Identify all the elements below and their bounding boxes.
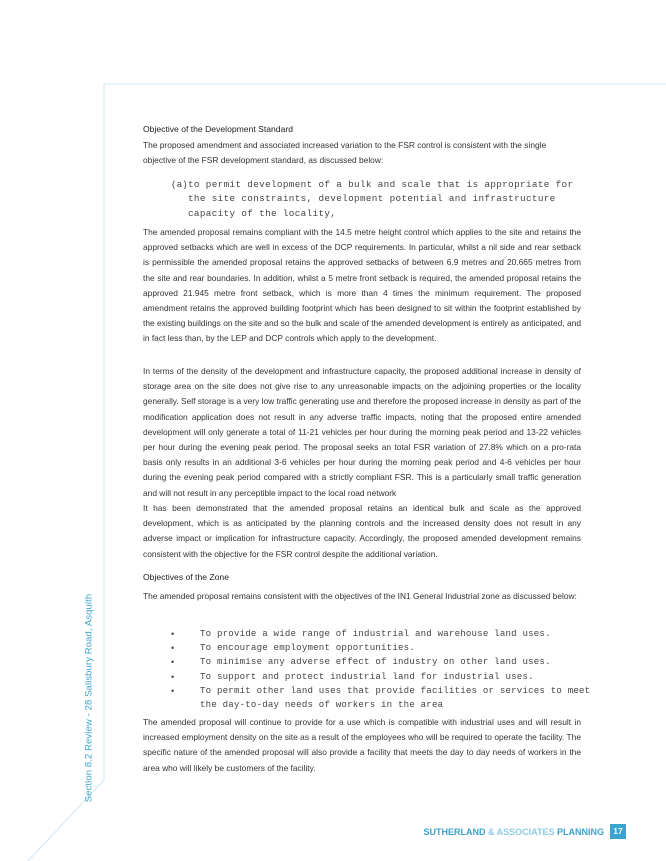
bullet-icon: •	[171, 629, 175, 639]
list-item: • To provide a wide range of industrial and warehouse land uses.	[171, 627, 591, 641]
page-number: 17	[610, 824, 626, 839]
bullet-icon: •	[171, 671, 175, 682]
paragraph-conclusion: It has been demonstrated that the amended proposal retains an identical bulk and scale as the approved development, which is as anticipated by the planning controls and the increased density does not result in any adverse impact or implication for infrastructure capacity. Accordingly, the proposed amended development remains consistent with the objective for the FSR control despite the additional variation.	[143, 503, 581, 559]
zone-objectives-list	[171, 627, 591, 712]
paragraph-employment: The amended proposal will continue to provide for a use which is compatible with industrial uses and will result in increased employment density on the site as a result of the employees who will be required to operate the facility. The specific nature of the amended proposal will also provide a facility that meets the day to day needs of workers in the area who will likely be customers of the facility.	[143, 717, 581, 773]
list-item: • To encourage employment opportunities.	[171, 641, 591, 655]
section-side-label: Section 8.2 Review - 28 Salisbury Road, Asquith	[83, 593, 95, 803]
objective-a-text: to permit development of a bulk and scale that is appropriate for the site constraints, development potential and infrastructure capacity of the locality,	[188, 179, 574, 219]
heading-zone-objectives: Objectives of the Zone	[143, 572, 229, 582]
paragraph-zone-intro: The amended proposal remains consistent with the objectives of the IN1 General Industrial zone as discussed below:	[143, 591, 577, 601]
bullet-icon: •	[171, 657, 175, 668]
footer-brand	[423, 827, 604, 837]
bullet-icon: •	[171, 643, 175, 654]
paragraph-intro: The proposed amendment and associated increased variation to the FSR control is consistent with the single objective of the FSR development standard, as discussed below:	[143, 140, 547, 166]
paragraph-density: In terms of the density of the development and infrastructure capacity, the proposed additional increase in density of storage area on the site does not give rise to any unreasonable impacts on the adjoining properties or the locality generally. Self storage is a very low traffic generating use and therefore the proposed increase in density as part of the modification application does not result in any adverse traffic impacts, noting that the proposed entire amended development will only generate a total of 11-21 vehicles per hour during the morning peak period and 13-22 vehicles per hour during the evening peak period. The proposal seeks an total FSR variation of 27.8% which on a pro-rata basis only results in an additional 3-6 vehicles per hour during the morning peak period and 4-6 vehicles per hour during the evening peak period compared with a strictly compliant FSR. This is a particularly small traffic generation and will not result in any perceptible impact to the local road network	[143, 366, 581, 498]
list-item: • To support and protect industrial land for industrial uses.	[171, 670, 591, 684]
brand-planning: PLANNING	[557, 827, 604, 837]
objective-a	[171, 178, 586, 221]
brand-associates: & ASSOCIATES	[487, 827, 555, 837]
list-item: • To permit other land uses that provide facilities or services to meet the day-to-day needs of workers in the area	[171, 684, 591, 711]
bullet-icon: •	[171, 685, 175, 696]
objective-a-label: (a)	[171, 179, 188, 190]
list-item: • To minimise any adverse effect of industry on other land uses.	[171, 655, 591, 669]
paragraph-setbacks: The amended proposal remains compliant with the 14.5 metre height control which applies to the site and retains the approved setbacks which are well in excess of the DCP requirements. In particular, whilst a nil side and rear setback is permissible the amended proposal retains the approved setbacks of between 6.9 metres and 20.665 metres from the site and rear boundaries. In addition, whilst a 5 metre front setback is required, the amended proposal retains the approved 21.945 metre front setback, which is more than 4 times the minimum requirement. The proposed amendment retains the approved building footprint which has been designed to sit within the footprint established by the existing buildings on the site and so the bulk and scale of the amended development is entirely as anticipated, and in fact less than, by the LEP and DCP controls which apply to the development.	[143, 227, 581, 344]
heading-development-standard: Objective of the Development Standard	[143, 124, 294, 134]
brand-sutherland: SUTHERLAND	[423, 827, 486, 837]
